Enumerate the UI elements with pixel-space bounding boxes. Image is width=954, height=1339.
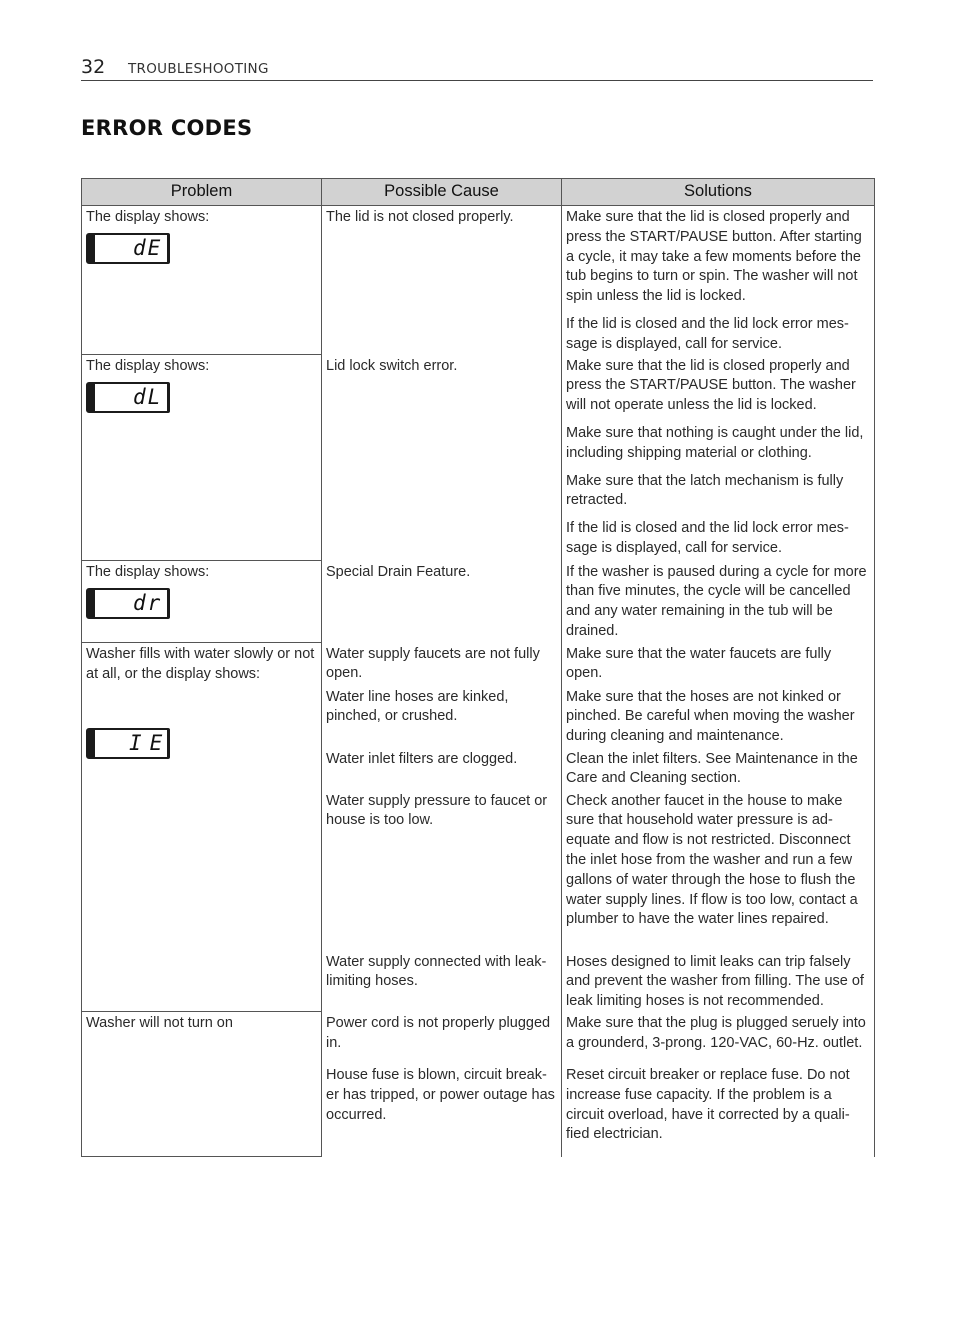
solution-text: Clean the inlet filters. See Maintenance in the Care and Cleaning section. [566, 750, 858, 787]
problem-text: The display shows: [86, 209, 210, 225]
problem-cell [82, 1012, 322, 1157]
table-row [82, 1012, 875, 1064]
lcd-display-icon [86, 588, 170, 619]
solutions-cell [562, 748, 875, 790]
error-codes-table [81, 178, 875, 1157]
problem-cell [82, 206, 322, 355]
solution-text: Reset circuit breaker or replace fuse. Do not increase fuse capacity. If the problem is a circuit overload, have it corrected by a quali-fied electrician. [566, 1066, 850, 1143]
solution-text: Make sure that the lid is closed properly and press the START/PAUSE button. The washer will not operate unless the lid is locked. [566, 357, 856, 414]
cause-cell [322, 951, 562, 1012]
table-row [82, 206, 875, 355]
solution-text: Make sure that the lid is closed properly and press the START/PAUSE button. After starting a cycle, it may take a few moments before the tub begins to turn or spin. The washer will not spin unless the lid is locked. [566, 209, 862, 305]
column-header-solutions: Solutions [562, 179, 875, 206]
problem-cell [82, 561, 322, 643]
solution-text: Hoses designed to limit leaks can trip falsely and prevent the washer from filling. The use of leak limiting hoses is not recommended. [566, 953, 864, 1010]
table-header-row [82, 179, 875, 206]
cause-text: Water inlet filters are clogged. [326, 750, 518, 767]
column-header-problem: Problem [82, 179, 322, 206]
cause-text: Special Drain Feature. [326, 563, 471, 580]
lcd-display-icon [86, 382, 170, 413]
lcd-display-icon [86, 233, 170, 264]
cause-text: Power cord is not properly plugged in. [326, 1014, 551, 1051]
cause-text: Lid lock switch error. [326, 357, 458, 374]
cause-cell [322, 206, 562, 355]
solution-text: Make sure that the latch mechanism is fully retracted. [566, 472, 844, 509]
solutions-cell [562, 206, 875, 355]
problem-text: Washer fills with water slowly or not at all, or the display shows: [86, 646, 315, 682]
page-title: ERROR CODES [81, 116, 253, 140]
solution-text: Check another faucet in the house to make sure that household water pressure is ad-equate and flow is not restricted. Disconnect the inlet hose from the washer and run a few gallons of water through the hose to flush the water supply lines. If flow is too low, contact a plumber to have the water lines repaired. [566, 792, 858, 928]
table-row [82, 355, 875, 561]
page-header [81, 56, 873, 81]
error-code: dE [133, 235, 163, 260]
cause-text: Water supply faucets are not fully open. [326, 645, 540, 682]
error-code: dL [133, 384, 163, 409]
cause-cell [322, 748, 562, 790]
solution-text: If the lid is closed and the lid lock error mes-sage is displayed, call for service. [566, 315, 849, 352]
page-number: 32 [81, 56, 106, 78]
cause-cell [322, 355, 562, 561]
error-code: dr [133, 590, 163, 615]
cause-text: Water line hoses are kinked, pinched, or crushed. [326, 688, 509, 725]
lcd-display-icon [86, 728, 170, 759]
solutions-cell [562, 355, 875, 561]
cause-text: Water supply pressure to faucet or house is too low. [326, 792, 548, 829]
solution-text: If the washer is paused during a cycle for more than five minutes, the cycle will be cancelled and any water remaining in the tub will be drained. [566, 563, 867, 639]
solutions-cell [562, 790, 875, 951]
table-row [82, 561, 875, 643]
cause-cell [322, 1064, 562, 1157]
solutions-cell [562, 561, 875, 643]
solutions-cell [562, 1012, 875, 1064]
problem-text: Washer will not turn on [86, 1015, 233, 1032]
column-header-cause: Possible Cause [322, 179, 562, 206]
solution-text: Make sure that the hoses are not kinked or pinched. Be careful when moving the washer during cleaning and maintenance. [566, 688, 855, 745]
problem-cell [82, 355, 322, 561]
error-code: IE [129, 730, 171, 755]
problem-text: The display shows: [86, 564, 210, 581]
solution-text: Make sure that the water faucets are fully open. [566, 645, 832, 682]
solutions-cell [562, 951, 875, 1012]
cause-text: The lid is not closed properly. [326, 209, 514, 225]
table-row [82, 643, 875, 686]
cause-cell [322, 1012, 562, 1064]
table-body [82, 206, 875, 1157]
solution-text: Make sure that the plug is plugged seruely into a grounderd, 3-prong. 120-VAC, 60-Hz. outlet. [566, 1014, 866, 1051]
cause-cell [322, 790, 562, 951]
problem-text: The display shows: [86, 358, 210, 375]
section-label: TROUBLESHOOTING [128, 61, 269, 77]
problem-cell [82, 643, 322, 1012]
solution-text: If the lid is closed and the lid lock error mes-sage is displayed, call for service. [566, 520, 849, 556]
cause-cell [322, 686, 562, 748]
cause-text: House fuse is blown, circuit break-er has tripped, or power outage has occurred. [326, 1066, 555, 1123]
solutions-cell [562, 643, 875, 686]
solutions-cell [562, 686, 875, 748]
solution-text: Make sure that nothing is caught under the lid, including shipping material or clothing. [566, 424, 864, 461]
cause-cell [322, 561, 562, 643]
solutions-cell [562, 1064, 875, 1157]
cause-text: Water supply connected with leak-limiting hoses. [326, 953, 547, 990]
cause-cell [322, 643, 562, 686]
